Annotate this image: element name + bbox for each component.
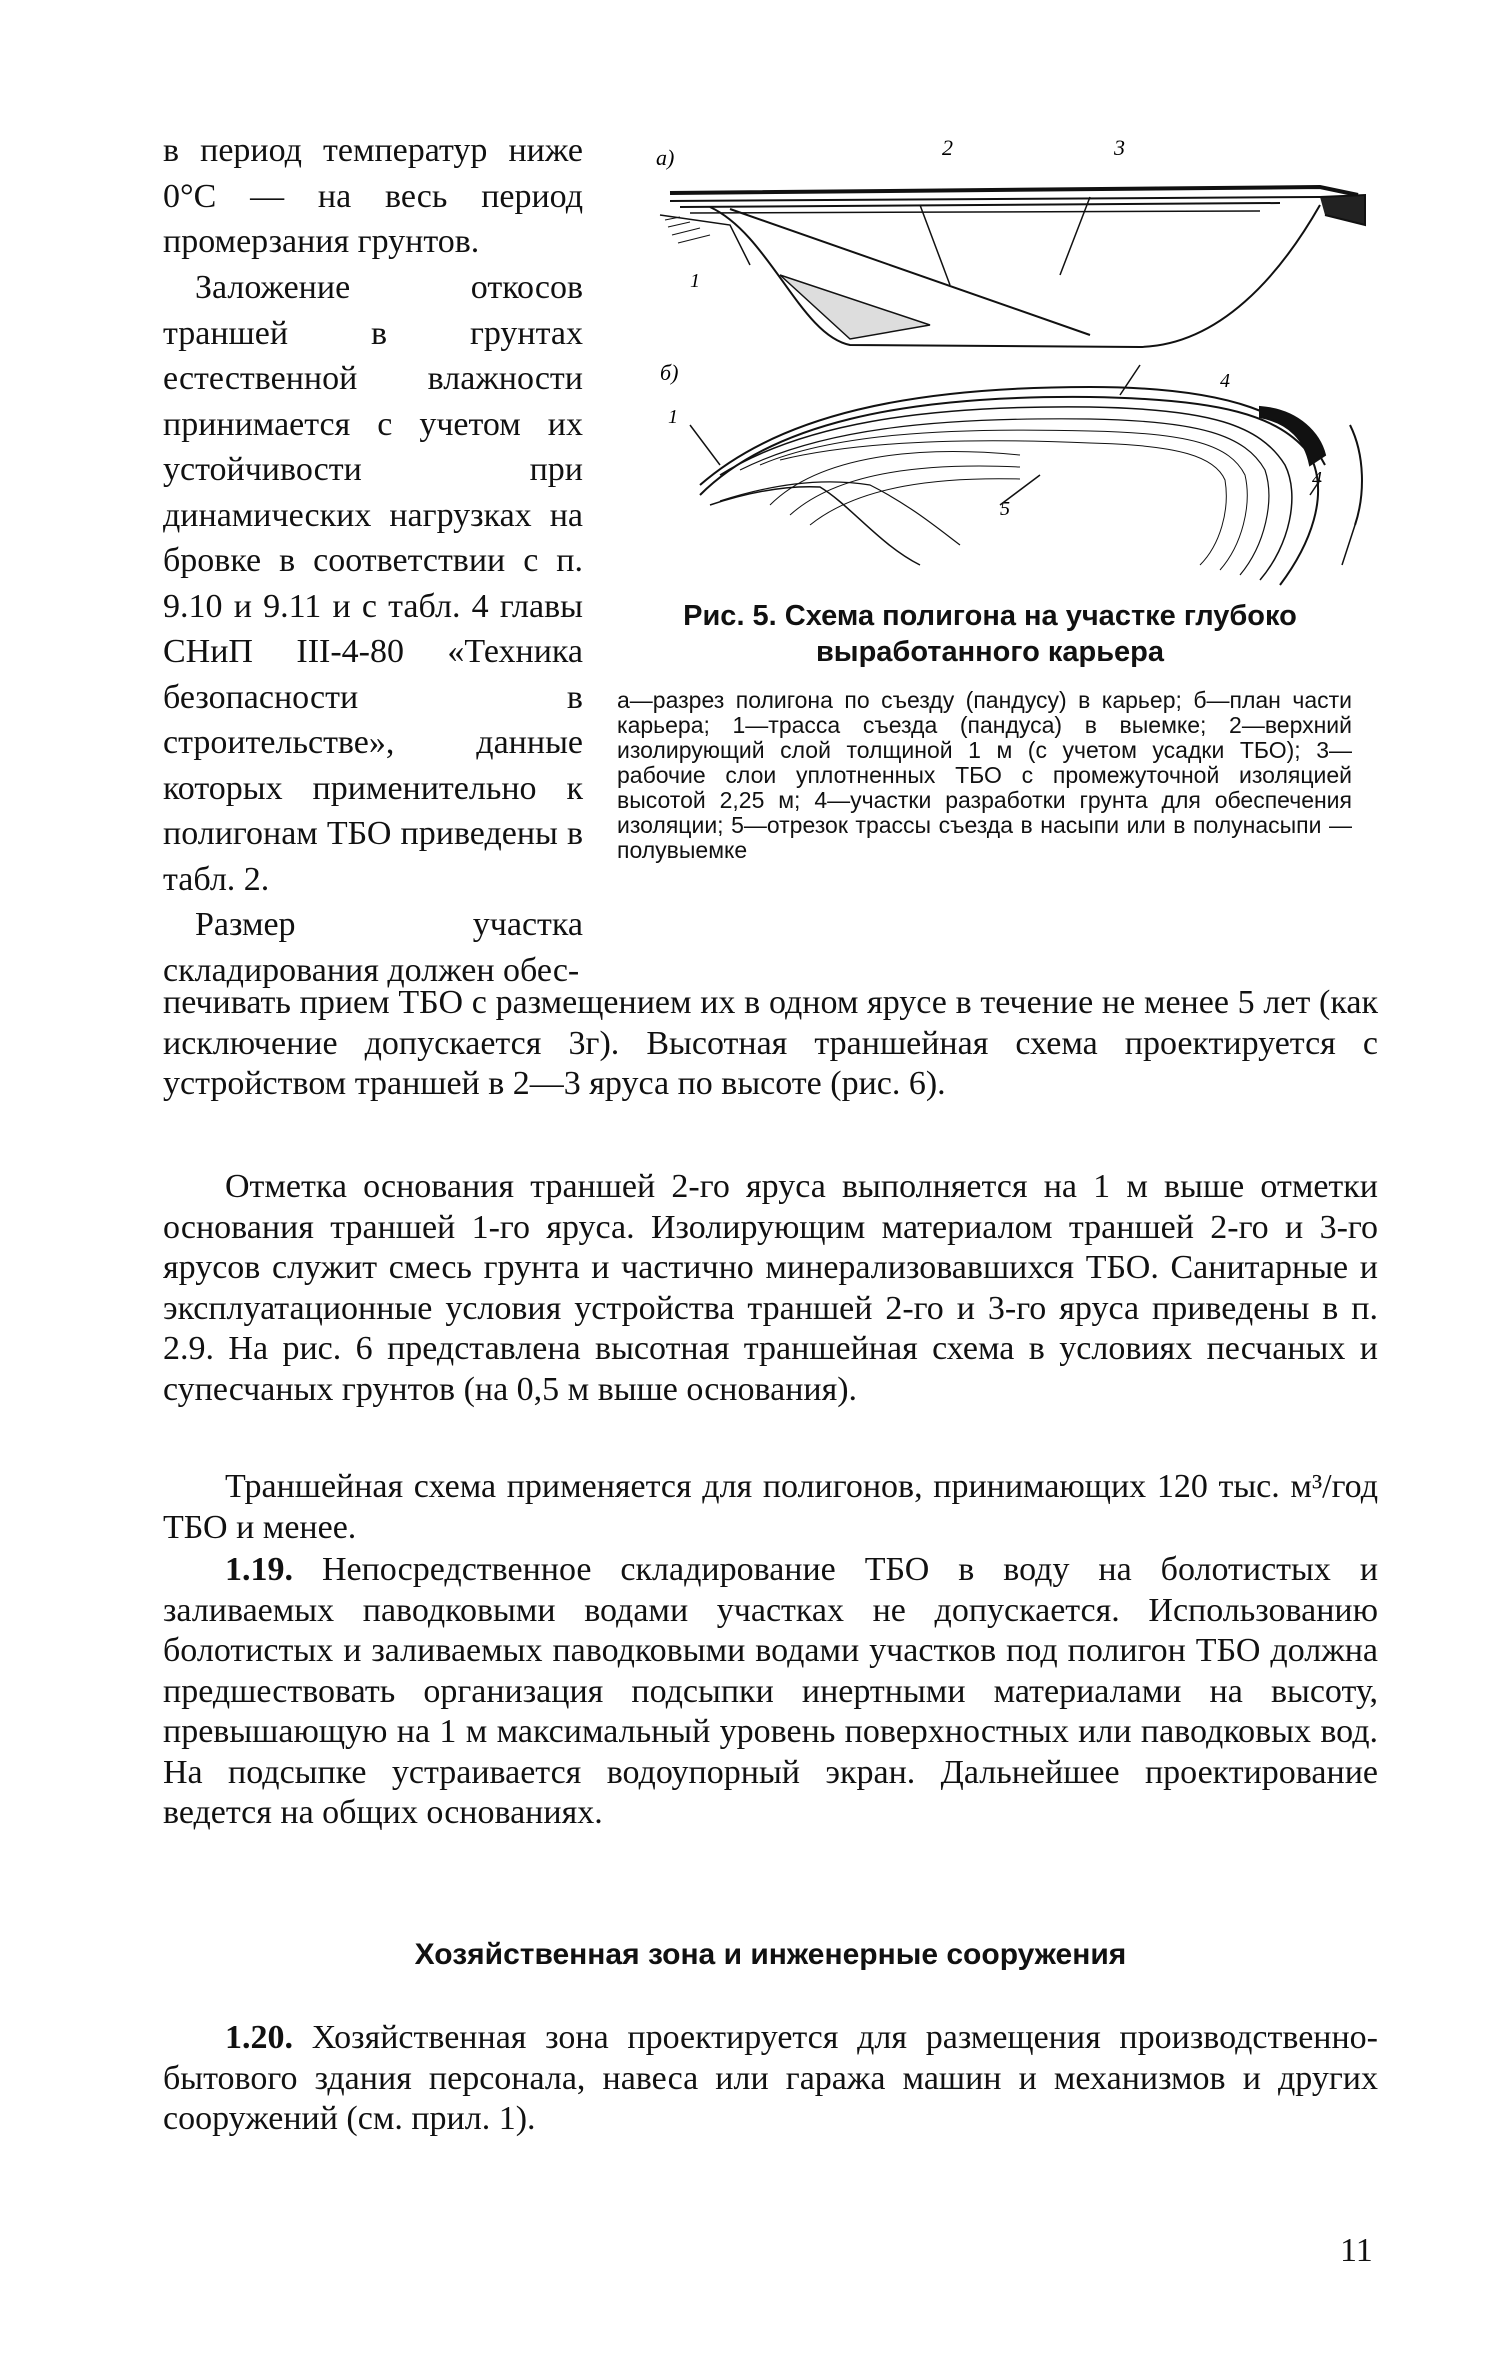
paragraph-1-20: [163, 2018, 1378, 2140]
figure-label-b: б): [660, 360, 679, 385]
left-paragraph-3: Размер участка складирования должен обес-: [163, 906, 583, 989]
clause-text-1-19: Непосредственное складирование ТБО в воду на болотистых и заливаемых паводковыми водами участках не допускается. Использованию болотистых и заливаемых паводковыми водами участков под полигон ТБО должна предшествовать организация подсыпки инертными материалами на высоту, превышающую на 1 м максимальный уровень поверхностных или паводковых вод. На подсыпке устраивается водоупорный экран. Дальнейшее проектирование ведется на общих основаниях.: [163, 1551, 1379, 1831]
figure-number-5: 5: [1000, 498, 1010, 520]
figure-caption-title: Рис. 5. Схема полигона на участке глубоко выработанного карьера: [683, 600, 1297, 668]
figure-number-3: 3: [1114, 135, 1125, 160]
figure-label-a: а): [656, 145, 675, 170]
paragraph-ярусы: Отметка основания траншей 2-го яруса выполняется на 1 м выше отметки основания траншей 1-го яруса. Изолирующим материалом траншей 2-го и 3-го ярусов служит смесь грунта и частично минерализовавшихся ТБО. Санитарные и эксплуатационные условия устройства траншей 2-го и 3-го яруса приведены в п. 2.9. На рис. 6 представлена высотная траншейная схема в условиях песчаных и супесчаных грунтов (на 0,5 м выше основания).: [163, 1168, 1378, 1408]
figure-5-diagram: [620, 125, 1380, 595]
clause-text-1-20: Хозяйственная зона проектируется для размещения производственно-бытового здания персонала, навеса или гаража машин и механизмов и других сооружений (см. прил. 1).: [163, 2019, 1379, 2137]
paragraph-1-19: [163, 1550, 1378, 1834]
page-number: 11: [1340, 2232, 1373, 2269]
continuation-paragraph: печивать прием ТБО с размещением их в одном ярусе в течение не менее 5 лет (как исключение допускается 3г). Высотная траншейная схема проектируется с устройством траншей в 2—3 яруса по высоте (рис. 6).: [163, 984, 1378, 1102]
section-heading: Хозяйственная зона и инженерные сооружения: [414, 1938, 1127, 1971]
left-paragraph-2: Заложение откосов траншей в грунтах естественной влажности принимается с учетом их устойчивости при динамических нагрузках на бровке в соответствии с п. 9.10 и 9.11 и с табл. 4 главы СНиП III-4-80 «Техника безопасности в строительстве», данные которых применительно к полигонам ТБО приведены в табл. 2.: [163, 269, 583, 898]
paragraph-trench-scheme: Траншейная схема применяется для полигонов, принимающих 120 тыс. м³/год ТБО и менее.: [163, 1468, 1378, 1546]
clause-number-1-19: 1.19.: [225, 1551, 293, 1588]
figure-number-4: 4: [1220, 370, 1230, 392]
figure-caption-legend: а—разрез полигона по съезду (пандусу) в карьер; б—план части карьера; 1—трасса съезда (пандуса) в выемке; 2—верхний изолирующий слой толщиной 1 м (с учетом усадки ТБО); 3—рабочие слои уплотненных ТБО с промежуточной изоляцией высотой 2,25 м; 4—участки разработки грунта для обеспечения изоляции; 5—отрезок трассы съезда в насыпи или в полунасыпи — полувыемке: [617, 687, 1352, 863]
clause-number-1-20: 1.20.: [225, 2019, 293, 2056]
figure-number-4b: 4: [1312, 468, 1322, 490]
figure-number-1b: 1: [668, 406, 678, 428]
figure-number-2: 2: [942, 135, 953, 160]
figure-number-1: 1: [690, 270, 700, 292]
left-paragraph-1: в период температур ниже 0°С — на весь период промерзания грунтов.: [163, 132, 583, 260]
